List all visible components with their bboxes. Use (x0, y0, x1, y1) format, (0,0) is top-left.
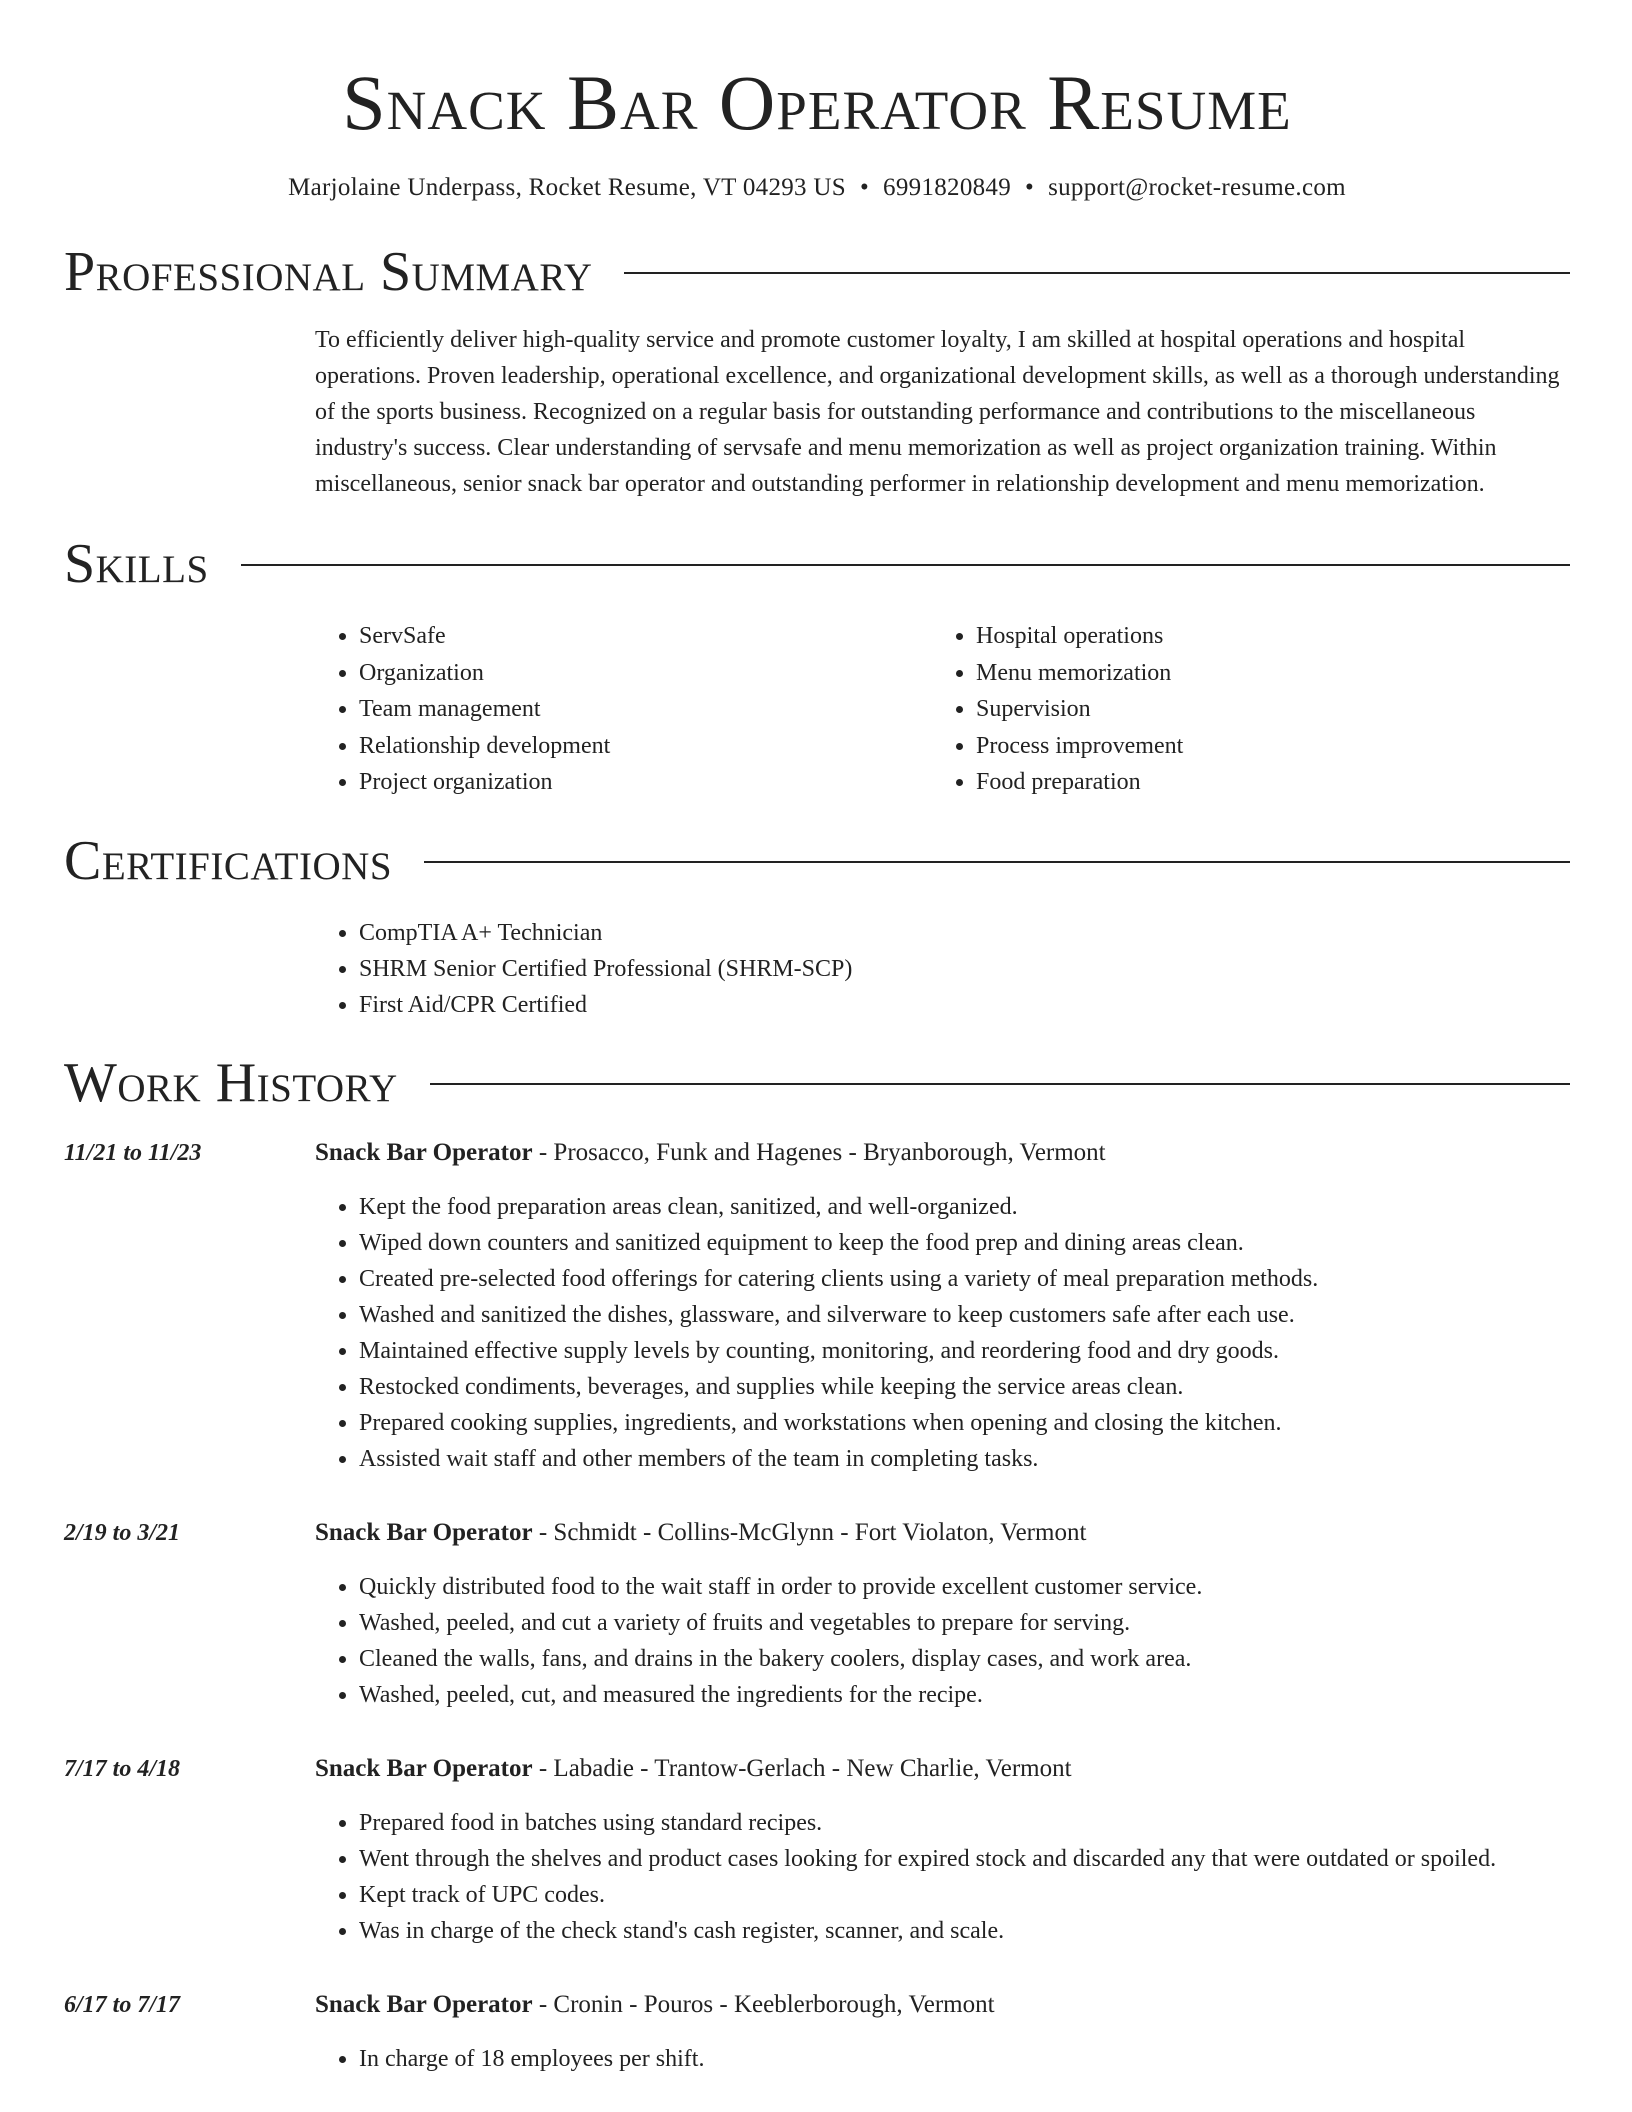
job-dates: 7/17 to 4/18 (64, 1755, 181, 1782)
skills-section-header (64, 532, 1570, 596)
work-history-section-header (64, 1051, 1570, 1115)
summary-heading: Professional Summary (64, 241, 593, 303)
job-duties (315, 1805, 1570, 1949)
contact-phone: 6991820849 (883, 174, 1012, 201)
summary-section-header (64, 240, 1570, 304)
job-title-line (315, 1751, 1570, 1787)
skill-item: • Organization (359, 655, 932, 692)
job-body (315, 1751, 1570, 1949)
section-divider (424, 861, 1570, 863)
skills-heading: Skills (64, 533, 209, 595)
certification-item: • CompTIA A+ Technician (359, 915, 1570, 951)
job-title: Snack Bar Operator (315, 1138, 533, 1166)
section-divider (430, 1083, 1570, 1085)
skill-item: • Hospital operations (976, 618, 1549, 655)
job-body (315, 1135, 1570, 1477)
duty-item: • In charge of 18 employees per shift. (359, 2041, 1570, 2077)
job-employer: - Schmidt - Collins-McGlynn - Fort Violaton, Vermont (532, 1518, 1087, 1546)
duty-item: • Kept the food preparation areas clean, sanitized, and well-organized. (359, 1189, 1570, 1225)
duty-item: • Quickly distributed food to the wait staff in order to provide excellent customer service. (359, 1569, 1570, 1605)
job-title-line (315, 1515, 1570, 1551)
duty-item: • Prepared cooking supplies, ingredients, and workstations when opening and closing the kitchen. (359, 1405, 1570, 1441)
job-title: Snack Bar Operator (315, 1990, 533, 2018)
work-history-heading: Work History (64, 1051, 398, 1114)
duty-item: • Kept track of UPC codes. (359, 1877, 1570, 1913)
contact-separator: • (1025, 174, 1035, 201)
certifications-heading: Certifications (64, 829, 393, 892)
job-dates: 6/17 to 7/17 (64, 1991, 181, 2018)
certifications-section-header (64, 829, 1570, 893)
job-employer: - Prosacco, Funk and Hagenes - Bryanborough, Vermont (532, 1138, 1106, 1166)
job-duties (315, 1569, 1570, 1713)
duty-item: • Cleaned the walls, fans, and drains in the bakery coolers, display cases, and work area. (359, 1641, 1570, 1677)
certification-item: • SHRM Senior Certified Professional (SHRM-SCP) (359, 951, 1570, 987)
job-duties (315, 1189, 1570, 1477)
duty-item: • Created pre-selected food offerings for catering clients using a variety of meal preparation methods. (359, 1261, 1570, 1297)
contact-address: Marjolaine Underpass, Rocket Resume, VT 04293 US (288, 174, 846, 201)
skill-item: • Team management (359, 691, 932, 728)
skill-item: • Relationship development (359, 728, 932, 765)
duty-item: • Maintained effective supply levels by counting, monitoring, and reordering food and dry goods. (359, 1333, 1570, 1369)
job-employer: - Labadie - Trantow-Gerlach - New Charlie, Vermont (532, 1754, 1072, 1782)
duty-item: • Washed, peeled, cut, and measured the ingredients for the recipe. (359, 1677, 1570, 1713)
duty-item: • Wiped down counters and sanitized equipment to keep the food prep and dining areas clean. (359, 1225, 1570, 1261)
job-employer: - Cronin - Pouros - Keeblerborough, Vermont (532, 1990, 995, 2018)
contact-separator: • (859, 174, 870, 201)
summary-text: To efficiently deliver high-quality service and promote customer loyalty, I am skilled at hospital operations and hospital operations. Proven leadership, operational excellence, and organizational development skills, as well as a thorough understanding of the sports business. Recognized on a regular basis for outstanding performance and contributions to the miscellaneous industry's success. Clear understanding of servsafe and menu memorization as well as project organization training. Within miscellaneous, senior snack bar operator and outstanding performer in relationship development and menu memorization. (315, 327, 1560, 497)
skill-item: • Project organization (359, 764, 932, 801)
work-history-list (64, 1135, 1570, 2077)
contact-line (64, 172, 1570, 204)
skills-column-right (932, 618, 1549, 801)
certifications-list (315, 915, 1570, 1023)
job-title: Snack Bar Operator (315, 1754, 533, 1782)
duty-item: • Assisted wait staff and other members of the team in completing tasks. (359, 1441, 1570, 1477)
job-title: Snack Bar Operator (315, 1518, 533, 1546)
skill-item: • ServSafe (359, 618, 932, 655)
duty-item: • Prepared food in batches using standard recipes. (359, 1805, 1570, 1841)
resume-page (64, 0, 1570, 2077)
section-divider (241, 564, 1570, 566)
job-title-line (315, 1135, 1570, 1171)
skills-column-left (315, 618, 932, 801)
job-entry (64, 1135, 1570, 1477)
certification-item: • First Aid/CPR Certified (359, 987, 1570, 1023)
skill-item: • Supervision (976, 691, 1549, 728)
job-title-line (315, 1987, 1570, 2023)
duty-item: • Restocked condiments, beverages, and supplies while keeping the service areas clean. (359, 1369, 1570, 1405)
job-body (315, 1515, 1570, 1713)
skill-item: • Food preparation (976, 764, 1549, 801)
contact-email: support@rocket-resume.com (1048, 174, 1346, 201)
job-duties (315, 2041, 1570, 2077)
section-divider (624, 272, 1570, 274)
duty-item: • Went through the shelves and product cases looking for expired stock and discarded any that were outdated or spoiled. (359, 1841, 1570, 1877)
job-dates: 2/19 to 3/21 (64, 1519, 181, 1546)
skill-item: • Menu memorization (976, 655, 1549, 692)
job-dates: 11/21 to 11/23 (64, 1139, 202, 1166)
skill-item: • Process improvement (976, 728, 1549, 765)
duty-item: • Was in charge of the check stand's cash register, scanner, and scale. (359, 1913, 1570, 1949)
job-entry (64, 1987, 1570, 2077)
skills-list (315, 618, 1570, 801)
job-body (315, 1987, 1570, 2077)
duty-item: • Washed and sanitized the dishes, glassware, and silverware to keep customers safe after each use. (359, 1297, 1570, 1333)
job-entry (64, 1751, 1570, 1949)
resume-title: Snack Bar Operator Resume (342, 59, 1292, 146)
job-entry (64, 1515, 1570, 1713)
duty-item: • Washed, peeled, and cut a variety of fruits and vegetables to prepare for serving. (359, 1605, 1570, 1641)
